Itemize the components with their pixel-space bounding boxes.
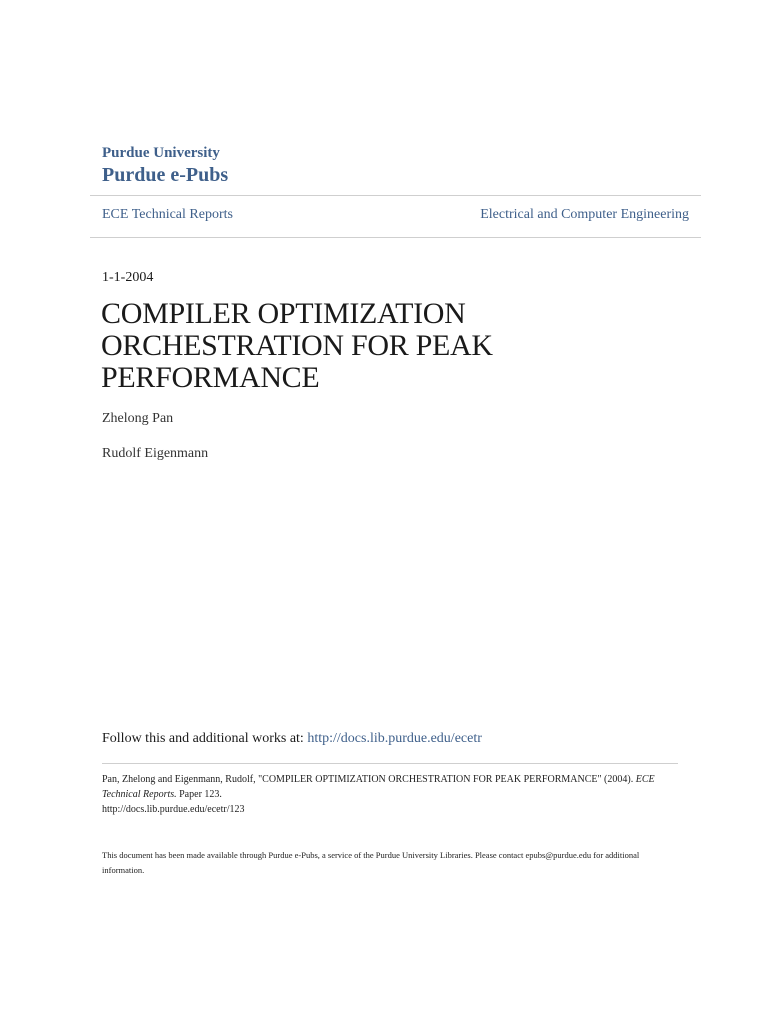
- follow-line: [102, 731, 482, 747]
- follow-link[interactable]: http://docs.lib.purdue.edu/ecetr: [307, 731, 482, 746]
- divider-citation: [102, 763, 678, 764]
- author-name[interactable]: Zhelong Pan: [102, 411, 174, 426]
- university-name: Purdue University: [102, 145, 220, 161]
- publication-date: 1-1-2004: [102, 270, 154, 285]
- citation-block: [102, 772, 672, 817]
- citation-paper-number: Paper 123.: [176, 789, 222, 800]
- repository-header: [102, 144, 228, 187]
- divider-top: [90, 195, 701, 196]
- author-name[interactable]: Rudolf Eigenmann: [102, 446, 209, 461]
- citation-series: ECE Technical Reports.: [102, 774, 655, 800]
- series-link[interactable]: ECE Technical Reports: [102, 207, 233, 222]
- citation-url[interactable]: http://docs.lib.purdue.edu/ecetr/123: [102, 804, 245, 815]
- paper-title: COMPILER OPTIMIZATION ORCHESTRATION FOR PEAK PERFORMANCE: [101, 297, 493, 394]
- department-link[interactable]: Electrical and Computer Engineering: [480, 207, 689, 222]
- repository-name[interactable]: Purdue e-Pubs: [102, 164, 229, 186]
- follow-prefix: Follow this and additional works at:: [102, 731, 308, 746]
- citation-text: Pan, Zhelong and Eigenmann, Rudolf, "COMPILER OPTIMIZATION ORCHESTRATION FOR PEAK PERFORMANCE" (2004).: [102, 774, 636, 785]
- availability-notice: This document has been made available through Purdue e-Pubs, a service of the Purdue University Libraries. Please contact epubs@purdue.edu for additional information.: [102, 850, 640, 875]
- divider-bottom: [90, 237, 701, 238]
